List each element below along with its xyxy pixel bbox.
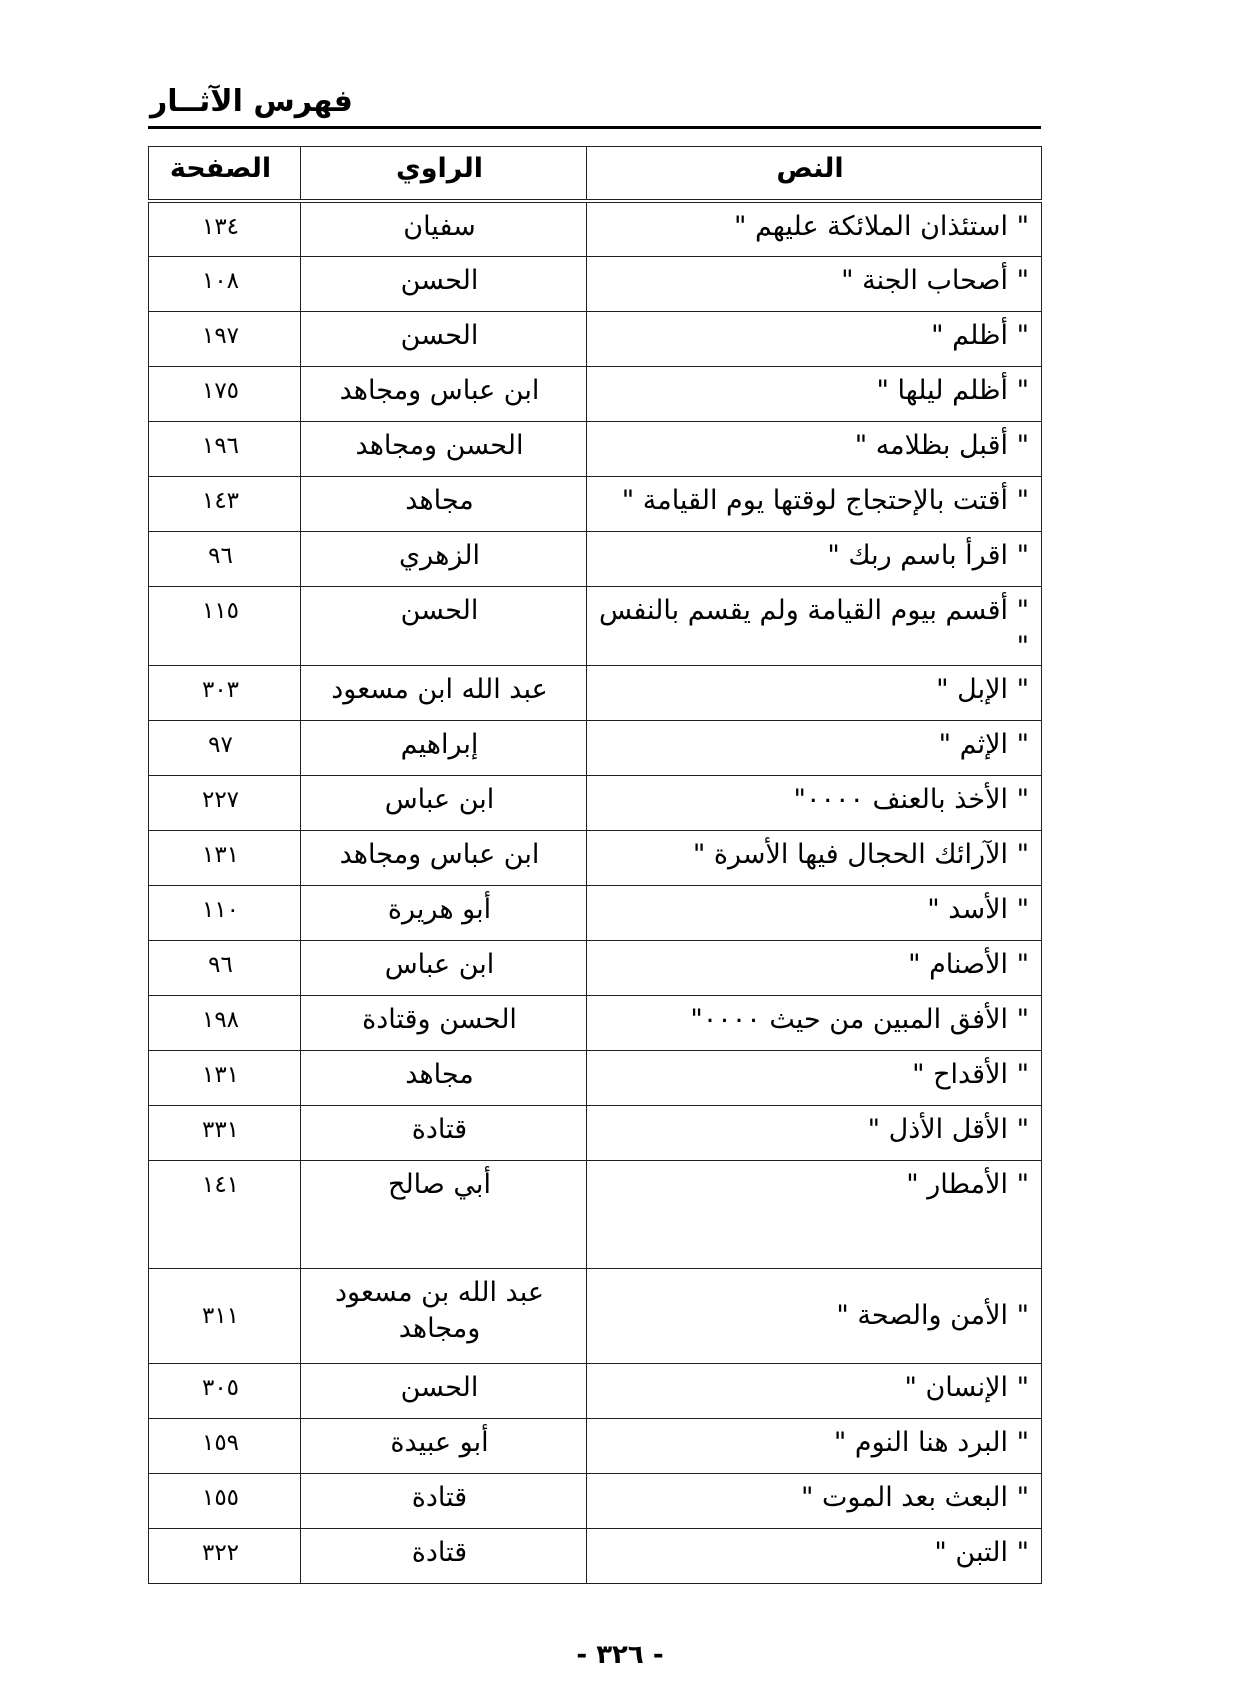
table-row: [149, 885, 1042, 940]
table-row: [149, 256, 1042, 311]
row-narrator: عبد الله ابن مسعود: [301, 665, 587, 720]
table-row: [149, 940, 1042, 995]
row-narrator: قتادة: [301, 1528, 587, 1583]
row-narrator: مجاهد: [301, 1050, 587, 1105]
row-narrator: الحسن وقتادة: [301, 995, 587, 1050]
row-narrator: ابن عباس ومجاهد: [301, 830, 587, 885]
table-row: [149, 1363, 1042, 1418]
row-text: " أظلم ": [587, 311, 1042, 366]
row-text: " استئذان الملائكة عليهم ": [587, 201, 1042, 256]
row-page: ٩٦: [149, 531, 301, 586]
row-page: ١١٠: [149, 885, 301, 940]
page-header-title: فهرس الآثــار: [150, 84, 353, 119]
index-table: [148, 146, 1042, 1584]
row-page: ٩٦: [149, 940, 301, 995]
row-text: " البرد هنا النوم ": [587, 1418, 1042, 1473]
table-row: [149, 311, 1042, 366]
row-text: " الأمطار ": [587, 1160, 1042, 1268]
table-row: [149, 201, 1042, 256]
table-row: [149, 995, 1042, 1050]
row-page: ٣٢٢: [149, 1528, 301, 1583]
row-page: ١٩٦: [149, 421, 301, 476]
table-row: [149, 1473, 1042, 1528]
row-page: ١٧٥: [149, 366, 301, 421]
row-narrator: الحسن: [301, 256, 587, 311]
row-narrator: أبو عبيدة: [301, 1418, 587, 1473]
row-narrator: مجاهد: [301, 476, 587, 531]
row-narrator: الحسن: [301, 586, 587, 665]
row-page: ٢٢٧: [149, 775, 301, 830]
table-row: [149, 476, 1042, 531]
row-narrator: الزهري: [301, 531, 587, 586]
row-page: ٣٠٣: [149, 665, 301, 720]
table-row: [149, 366, 1042, 421]
row-page: ١١٥: [149, 586, 301, 665]
row-text: " التبن ": [587, 1528, 1042, 1583]
table-row: [149, 665, 1042, 720]
table-row: [149, 720, 1042, 775]
row-narrator: ابن عباس: [301, 940, 587, 995]
table-row: [149, 1528, 1042, 1583]
row-page: ١٥٩: [149, 1418, 301, 1473]
row-narrator: الحسن ومجاهد: [301, 421, 587, 476]
row-text: " الأقداح ": [587, 1050, 1042, 1105]
row-narrator: سفيان: [301, 201, 587, 256]
row-narrator: الحسن: [301, 1363, 587, 1418]
row-page: ٣٠٥: [149, 1363, 301, 1418]
table-row: [149, 586, 1042, 665]
row-text: " أصحاب الجنة ": [587, 256, 1042, 311]
row-text: " الأخذ بالعنف ٠٠٠٠": [587, 775, 1042, 830]
row-narrator: عبد الله بن مسعود ومجاهد: [301, 1268, 587, 1363]
row-text: " أظلم ليلها ": [587, 366, 1042, 421]
table-row: [149, 1105, 1042, 1160]
table-row: [149, 531, 1042, 586]
row-narrator: قتادة: [301, 1473, 587, 1528]
row-text: " الأسد ": [587, 885, 1042, 940]
row-narrator: إبراهيم: [301, 720, 587, 775]
column-header-narrator: الراوي: [301, 147, 587, 202]
table-row: [149, 421, 1042, 476]
table-row: [149, 1050, 1042, 1105]
row-narrator: ابن عباس: [301, 775, 587, 830]
column-header-page: الصفحة: [149, 147, 301, 202]
column-header-text: النص: [587, 147, 1042, 202]
row-text: " الإنسان ": [587, 1363, 1042, 1418]
row-page: ٩٧: [149, 720, 301, 775]
row-text: " أقسم بيوم القيامة ولم يقسم بالنفس ": [587, 586, 1042, 665]
row-page: ١٥٥: [149, 1473, 301, 1528]
row-text: " أقتت بالإحتجاج لوقتها يوم القيامة ": [587, 476, 1042, 531]
row-page: ١٣٤: [149, 201, 301, 256]
row-page: ١٤١: [149, 1160, 301, 1268]
row-text: " الإثم ": [587, 720, 1042, 775]
page-number: - ٣٢٦ -: [576, 1640, 664, 1670]
row-page: ١٩٧: [149, 311, 301, 366]
row-page: ١٣١: [149, 830, 301, 885]
row-text: " الإبل ": [587, 665, 1042, 720]
row-text: " البعث بعد الموت ": [587, 1473, 1042, 1528]
row-text: " أقبل بظلامه ": [587, 421, 1042, 476]
row-page: ٣١١: [149, 1268, 301, 1363]
table-row: [149, 1160, 1042, 1268]
row-page: ١٤٣: [149, 476, 301, 531]
row-narrator: قتادة: [301, 1105, 587, 1160]
header-rule: [148, 126, 1041, 129]
row-narrator: أبو هريرة: [301, 885, 587, 940]
table-row: [149, 1418, 1042, 1473]
row-text: " الآرائك الحجال فيها الأسرة ": [587, 830, 1042, 885]
row-text: " الأفق المبين من حيث ٠٠٠٠": [587, 995, 1042, 1050]
row-text: " الأقل الأذل ": [587, 1105, 1042, 1160]
row-text: " الأصنام ": [587, 940, 1042, 995]
row-narrator: ابن عباس ومجاهد: [301, 366, 587, 421]
row-text: " الأمن والصحة ": [587, 1268, 1042, 1363]
table-row: [149, 775, 1042, 830]
row-page: ١٠٨: [149, 256, 301, 311]
row-narrator: الحسن: [301, 311, 587, 366]
row-page: ٣٣١: [149, 1105, 301, 1160]
table-row: [149, 1268, 1042, 1363]
table-row: [149, 830, 1042, 885]
row-page: ١٩٨: [149, 995, 301, 1050]
row-page: ١٣١: [149, 1050, 301, 1105]
row-narrator: أبي صالح: [301, 1160, 587, 1268]
row-text: " اقرأ باسم ربك ": [587, 531, 1042, 586]
table-header-row: [149, 147, 1042, 202]
